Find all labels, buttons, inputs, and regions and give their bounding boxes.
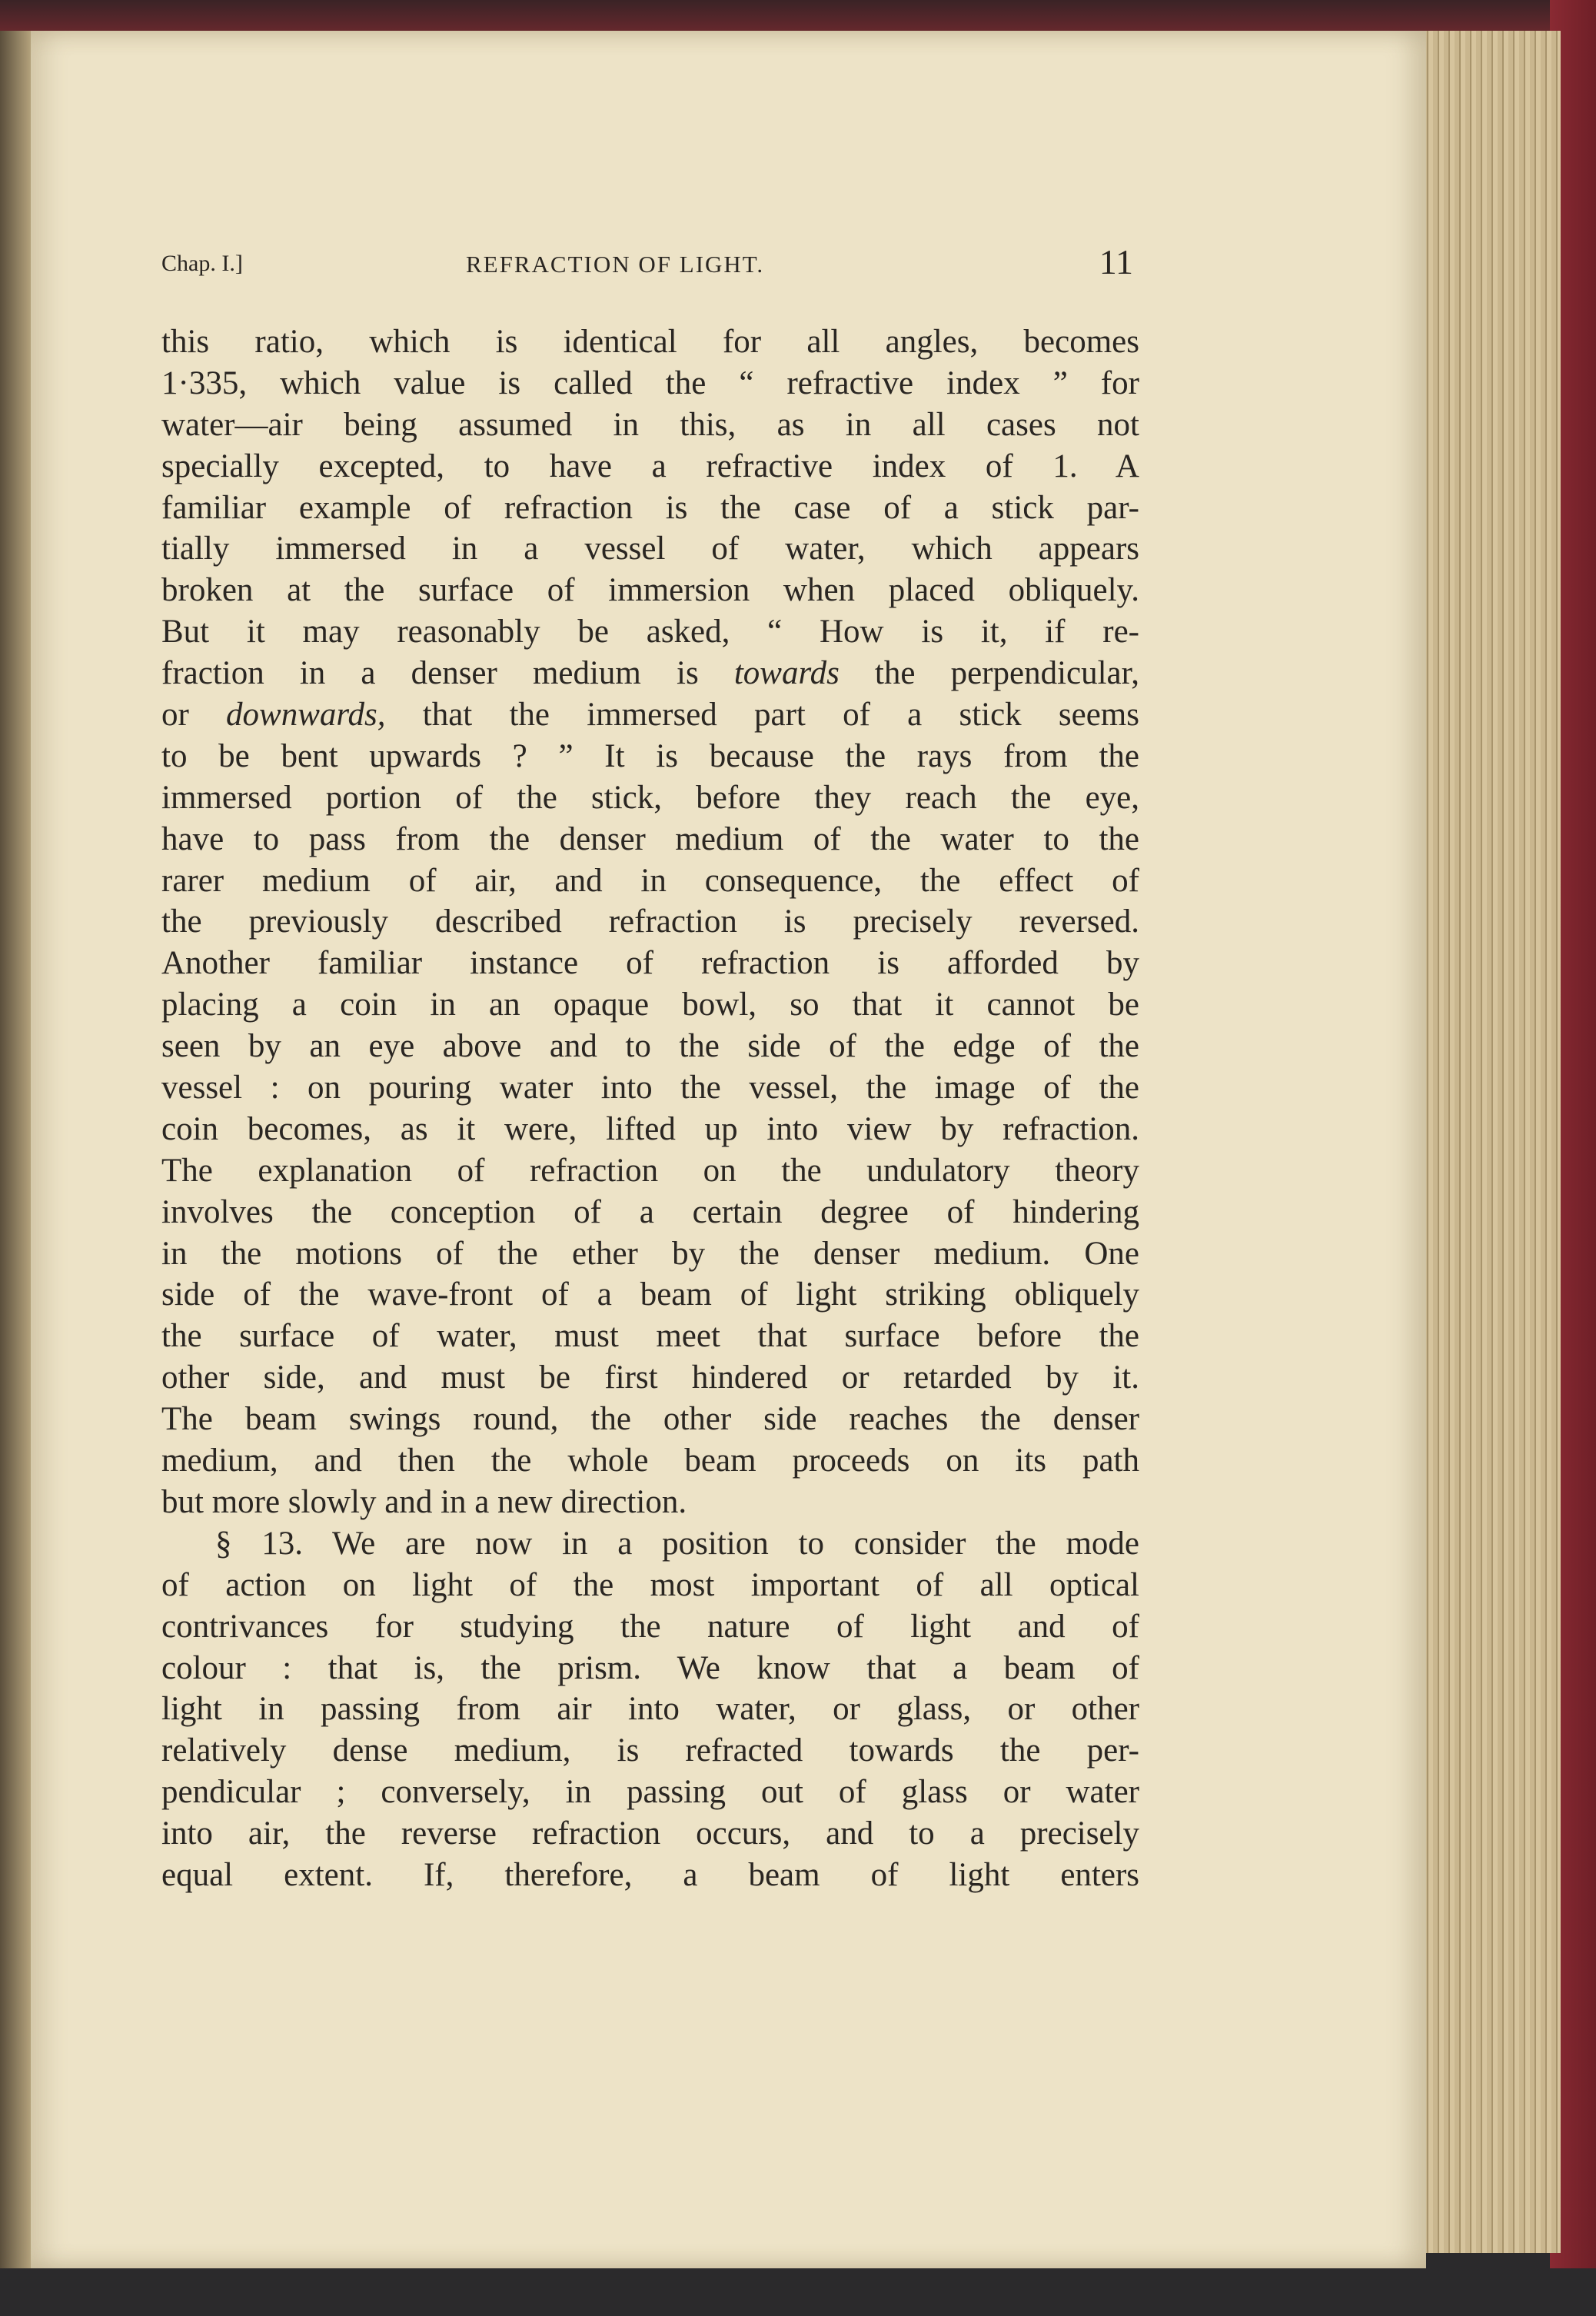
page-edges bbox=[1422, 31, 1561, 2253]
text-line: but more slowly and in a new direction. bbox=[161, 1483, 687, 1520]
italic-text: towards bbox=[733, 655, 840, 692]
text-line: equal extent. If, therefore, a beam of light enters bbox=[161, 1856, 1139, 1893]
background-surface bbox=[0, 2268, 1596, 2316]
text-line: into air, the reverse refraction occurs, and to a precisely bbox=[161, 1815, 1139, 1852]
text-line: other side, and must be first hindered or retarded by it. bbox=[161, 1359, 1139, 1396]
text-line: broken at the surface of immersion when placed obliquely. bbox=[161, 572, 1139, 609]
text-line: colour : that is, the prism. We know that a beam of bbox=[161, 1649, 1139, 1686]
running-header bbox=[161, 242, 1139, 283]
text-line: fraction in a denser medium is towards the perpendicular, bbox=[161, 655, 1139, 692]
text-line: Another familiar instance of refraction is afforded by bbox=[161, 945, 1139, 982]
body-text bbox=[161, 321, 1139, 1896]
text-line: 1·335, which value is called the “ refractive index ” for bbox=[161, 364, 1139, 401]
italic-text: downwards, bbox=[226, 697, 386, 734]
text-line: tially immersed in a vessel of water, which appears bbox=[161, 531, 1139, 567]
text-line: rarer medium of air, and in consequence, the effect of bbox=[161, 862, 1139, 899]
text-line: of action on light of the most important of all optical bbox=[161, 1566, 1139, 1603]
text-line: placing a coin in an opaque bowl, so that it cannot be bbox=[161, 987, 1139, 1023]
text-line: immersed portion of the stick, before they reach the eye, bbox=[161, 779, 1139, 816]
text-line: the surface of water, must meet that surface before the bbox=[161, 1318, 1139, 1355]
book-gutter bbox=[0, 31, 32, 2276]
text-line: coin becomes, as it were, lifted up into view by refraction. bbox=[161, 1110, 1139, 1147]
text-line: pendicular ; conversely, in passing out of glass or water bbox=[161, 1774, 1139, 1811]
text-line: specially excepted, to have a refractive index of 1. A bbox=[161, 448, 1139, 484]
text-line: in the motions of the ether by the denser medium. One bbox=[161, 1235, 1139, 1272]
chapter-label: Chap. I.] bbox=[161, 251, 243, 276]
text-line: medium, and then the whole beam proceeds on its path bbox=[161, 1443, 1139, 1479]
text-line: side of the wave-front of a beam of light striking obliquely bbox=[161, 1276, 1139, 1313]
text-line: vessel : on pouring water into the vessel, the image of the bbox=[161, 1070, 1139, 1106]
text-line: this ratio, which is identical for all angles, becomes bbox=[161, 324, 1139, 360]
page-number: 11 bbox=[1099, 242, 1133, 281]
text-line: familiar example of refraction is the case of a stick par- bbox=[161, 489, 1139, 526]
running-title: REFRACTION OF LIGHT. bbox=[466, 251, 765, 278]
text-line: the previously described refraction is precisely reversed. bbox=[161, 903, 1139, 940]
text-line: seen by an eye above and to the side of the edge of the bbox=[161, 1028, 1139, 1065]
text-line: relatively dense medium, is refracted towards the per- bbox=[161, 1732, 1139, 1769]
text-line: The explanation of refraction on the undulatory theory bbox=[161, 1152, 1139, 1189]
text-line: water—air being assumed in this, as in all cases not bbox=[161, 406, 1139, 443]
text-line: or downwards, that the immersed part of a stick seems bbox=[161, 697, 1139, 734]
text-line: have to pass from the denser medium of the water to the bbox=[161, 820, 1139, 857]
text-line: to be bent upwards ? ” It is because the rays from the bbox=[161, 737, 1139, 774]
text-line: involves the conception of a certain degree of hindering bbox=[161, 1193, 1139, 1230]
text-line: The beam swings round, the other side reaches the denser bbox=[161, 1401, 1139, 1438]
text-line: § 13. We are now in a position to consider the mode bbox=[215, 1525, 1139, 1562]
text-line: light in passing from air into water, or glass, or other bbox=[161, 1691, 1139, 1728]
text-line: But it may reasonably be asked, “ How is it, if re- bbox=[161, 614, 1139, 651]
text-line: contrivances for studying the nature of light and of bbox=[161, 1608, 1139, 1645]
